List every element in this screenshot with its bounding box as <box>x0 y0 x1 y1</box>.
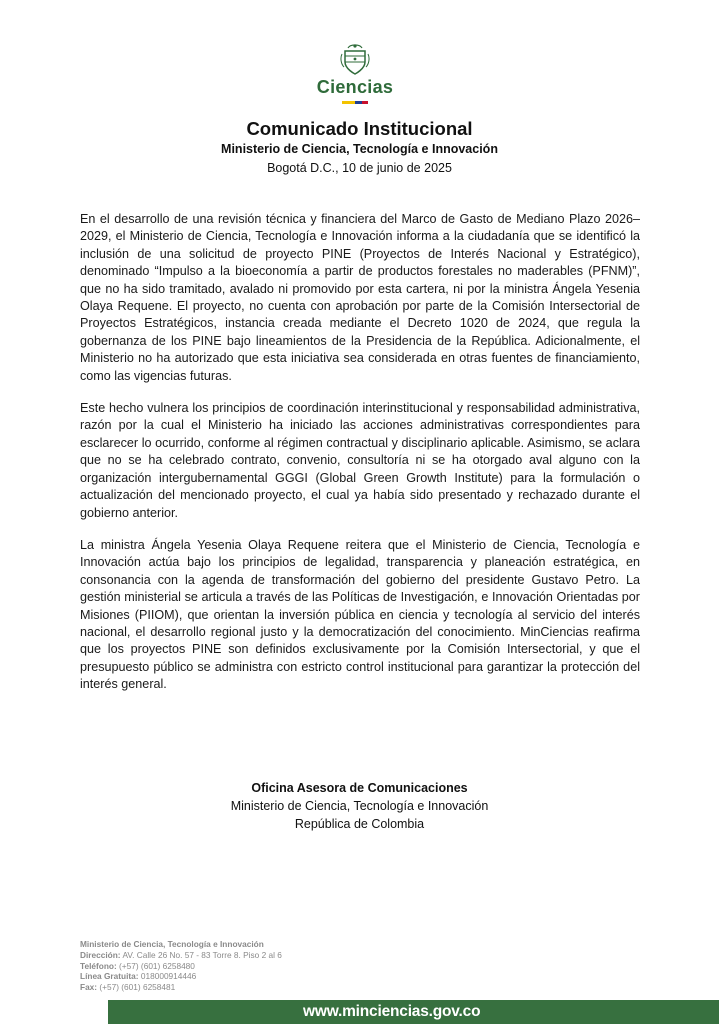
website-bar <box>108 1000 719 1024</box>
flag-red <box>362 101 369 104</box>
website-link[interactable]: www.minciencias.gov.co <box>303 1003 481 1020</box>
footer-toll-free: Línea Gratuita: 018000914446 <box>80 971 197 982</box>
flag-yellow <box>342 101 355 104</box>
signature-office: Oficina Asesora de Comunicaciones <box>251 781 468 795</box>
ministry-logo <box>300 42 410 104</box>
document-subtitle: Ministerio de Ciencia, Tecnología e Innovación <box>221 142 498 156</box>
coat-of-arms-icon <box>340 42 370 76</box>
signature-ministry: Ministerio de Ciencia, Tecnología e Innovación <box>230 799 489 813</box>
document-title: Comunicado Institucional <box>246 118 473 139</box>
logo-wordmark: Ciencias <box>316 77 394 97</box>
footer-fax: Fax: (+57) (601) 6258481 <box>80 982 176 993</box>
flag-stripe <box>342 101 368 104</box>
footer-phone: Teléfono: (+57) (601) 6258480 <box>80 960 195 971</box>
footer-org: Ministerio de Ciencia, Tecnología e Innovación <box>80 939 264 949</box>
document-body <box>80 211 640 709</box>
paragraph-1: En el desarrollo de una revisión técnica y financiera del Marco de Gasto de Mediano Plazo 2026–2029, el Ministerio de Ciencia, Tecnología e Innovación informa a la ciudadanía que se identificó la inclusión de una solicitud de proyecto PINE (Proyectos de Interés Nacional y Estratégico), denominado “Impulso a la bioeconomía a partir de productos forestales no maderables (PFNM)”, que no ha sido tramitado, avalado ni promovido por esta cartera, ni por la ministra Ángela Yesenia Olaya Requene. El proyecto, no cuenta con aprobación por parte de la Comisión Intersectorial de Proyectos Estratégicos, instancia creada mediante el Decreto 1020 de 2024, que regula la gobernanza de los PINE bajo lineamientos de la Presidencia de la República. Adicionalmente, el Ministerio no ha autorizado que esta iniciativa sea considerada en otras fuentes de financiamiento, como las vigencias futuras. <box>80 212 640 383</box>
footer-address: Dirección: AV. Calle 26 No. 57 - 83 Torre 8. Piso 2 al 6 <box>80 949 282 960</box>
paragraph-2: Este hecho vulnera los principios de coordinación interinstitucional y responsabilidad administrativa, razón por la cual el Ministerio ha iniciado las acciones administrativas correspondientes para esclarecer lo ocurrido, conforme al régimen contractual y disciplinario aplicable. Asimismo, se aclara que no se ha celebrado contrato, convenio, consultoría ni se ha otorgado aval alguno con la organización intergubernamental GGGI (Global Green Growth Institute) para la formulación o actualización del mencionado proyecto, el cual ya había sido presentado y rechazado durante el gobierno anterior. <box>80 401 640 520</box>
signature-block <box>0 779 719 833</box>
footer-contact-info <box>80 939 282 993</box>
signature-country: República de Colombia <box>294 817 425 831</box>
paragraph-3: La ministra Ángela Yesenia Olaya Requene reitera que el Ministerio de Ciencia, Tecnología e Innovación actúa bajo los principios de legalidad, transparencia y planeación estratégica, en consonancia con la agenda de transformación del gobierno del presidente Gustavo Petro. La gestión ministerial se articula a través de las Políticas de Investigación, e Innovación Orientadas por Misiones (PIIOM), que orientan la inversión pública en ciencia y tecnología al servicio del interés nacional, el desarrollo regional justo y la democratización del conocimiento. MinCiencias reafirma que los proyectos PINE son definidos exclusivamente por la Comisión Intersectorial, y que el presupuesto público se administra con estricto control institucional para garantizar la protección del interés general. <box>80 537 640 692</box>
dateline: Bogotá D.C., 10 de junio de 2025 <box>267 161 452 175</box>
